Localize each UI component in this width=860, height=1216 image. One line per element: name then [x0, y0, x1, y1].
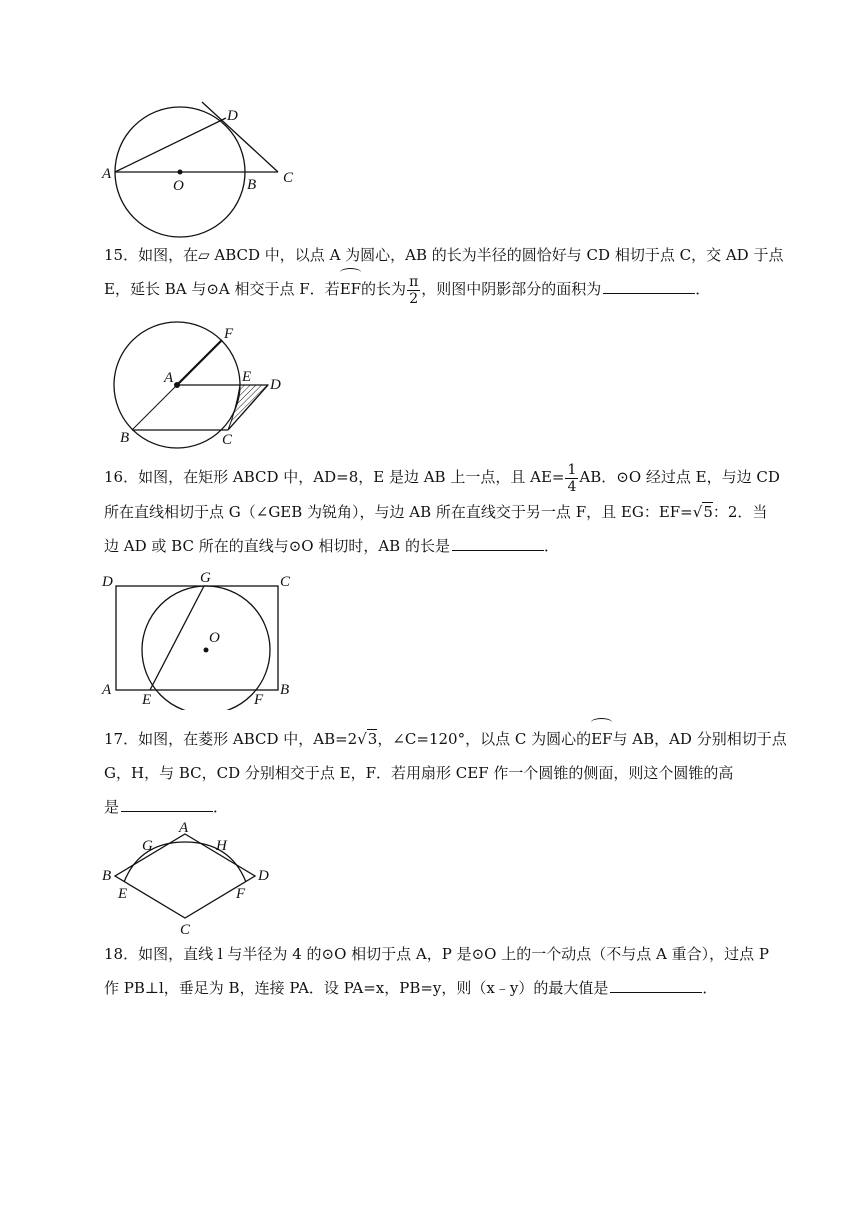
- chord-ad: [115, 118, 226, 172]
- center-dot: [178, 170, 183, 175]
- answer-blank: [610, 978, 702, 993]
- label-f: F: [236, 886, 246, 902]
- q15-text-b: 的长为: [361, 280, 407, 298]
- label-d: D: [270, 377, 281, 393]
- label-g: G: [142, 838, 153, 854]
- q16-line3: [104, 529, 764, 563]
- question-16: [104, 460, 780, 563]
- segment-eg: [150, 586, 204, 690]
- figure-circle-tangent-dc: [100, 100, 300, 240]
- label-e: E: [142, 692, 152, 708]
- answer-blank: [121, 797, 213, 812]
- label-b: B: [102, 868, 112, 884]
- fraction-pi-over-2: [407, 274, 420, 307]
- label-d: D: [102, 574, 113, 590]
- q17-line3: [104, 790, 764, 824]
- label-d: D: [227, 108, 238, 124]
- label-a: A: [164, 370, 174, 386]
- q16-text-e: 边 AD 或 BC 所在的直线与⊙O 相切时，AB 的长是: [104, 536, 450, 555]
- q16-text-d: ：2．当: [712, 502, 768, 521]
- tangent-dc: [202, 102, 278, 172]
- figure-rectangle-circle: [100, 570, 295, 710]
- q17-line1: 17．如图，在菱形 ABCD 中，AB=2√3，∠C=120°，以点 C 为圆心的EF与 AB，AD 分别相切于点: [104, 722, 764, 756]
- q17-text-a: 17．如图，在菱形 ABCD 中，AB=2: [104, 730, 358, 748]
- question-17: [104, 722, 787, 824]
- question-18: [104, 937, 769, 1005]
- q15-line1: 15．如图，在▱ ABCD 中，以点 A 为圆心，AB 的长为半径的圆恰好与 CD 相切于点 C，交 AD 于点: [104, 246, 784, 264]
- label-c: C: [222, 432, 233, 448]
- sqrt-3: 3: [367, 730, 378, 748]
- label-b: B: [120, 430, 130, 446]
- q17-end: ．: [213, 798, 229, 816]
- q18-line2: [104, 971, 764, 1005]
- label-a: A: [102, 166, 112, 182]
- fraction-one-quarter: [565, 462, 578, 495]
- rhombus-abcd: [115, 834, 255, 918]
- q17-text-c: 与 AB，AD 分别相切于点: [612, 730, 787, 748]
- arc-ef-label: EF: [591, 722, 612, 756]
- label-c: C: [283, 170, 294, 186]
- sqrt-5: 5: [703, 502, 713, 521]
- label-d: D: [258, 868, 269, 884]
- label-f: F: [254, 692, 264, 708]
- answer-blank: [452, 536, 544, 551]
- q15-text-c: ，则图中阴影部分的面积为: [421, 280, 602, 298]
- q15-text-a: E，延长 BA 与⊙A 相交于点 F．若: [104, 280, 340, 298]
- q15-end: ．: [695, 280, 711, 298]
- q16-text-b: AB．⊙O 经过点 E，与边 CD: [579, 468, 780, 486]
- q17-line2: G，H，与 BC，CD 分别相交于点 E，F．若用扇形 CEF 作一个圆锥的侧面，则这个圆锥的高: [104, 764, 734, 782]
- figure-rhombus-sector: [100, 820, 280, 938]
- label-a: A: [179, 820, 189, 836]
- rectangle-abcd: [116, 586, 278, 690]
- center-dot: [204, 648, 209, 653]
- label-e: E: [118, 886, 128, 902]
- label-a: A: [102, 682, 112, 698]
- answer-blank: [603, 279, 695, 294]
- frac-numerator: π: [409, 273, 419, 290]
- segment-ba: [132, 385, 177, 430]
- q16-end: ．: [543, 536, 559, 555]
- label-h: H: [216, 838, 227, 854]
- label-e: E: [242, 369, 252, 385]
- q16-line1: [104, 460, 780, 495]
- segment-af: [177, 340, 222, 385]
- frac-denominator: 2: [409, 290, 419, 307]
- label-c: C: [280, 574, 291, 590]
- label-o: O: [173, 178, 184, 194]
- figure-parallelogram-circle: [100, 320, 290, 450]
- q17-text-d: 是: [104, 798, 120, 816]
- center-dot: [174, 382, 180, 388]
- q18-text-a: 作 PB⊥l，垂足为 B，连接 PA．设 PA=x，PB=y，则（x﹣y）的最大值是: [104, 979, 609, 997]
- label-c: C: [180, 922, 191, 938]
- label-f: F: [224, 326, 234, 342]
- label-g: G: [200, 570, 211, 586]
- frac-denominator: 4: [567, 478, 577, 495]
- q16-line2: 所在直线相切于点 G（∠GEB 为锐角），与边 AB 所在直线交于另一点 F，且 EG：EF=√5：2．当: [104, 502, 768, 521]
- q15-line2: [104, 272, 764, 307]
- frac-numerator: 1: [567, 461, 577, 478]
- question-15: [104, 238, 784, 307]
- arc-ef-label: EF: [340, 272, 361, 306]
- q16-text-c: 所在直线相切于点 G（∠GEB 为锐角），与边 AB 所在直线交于另一点 F，且 EG：EF=: [104, 502, 693, 521]
- q18-line1: 18．如图，直线 l 与半径为 4 的⊙O 相切于点 A，P 是⊙O 上的一个动点（不与点 A 重合），过点 P: [104, 945, 769, 963]
- q18-end: ．: [702, 979, 718, 997]
- q16-text-a: 16．如图，在矩形 ABCD 中，AD=8，E 是边 AB 上一点，且 AE=: [104, 468, 565, 486]
- label-b: B: [280, 682, 290, 698]
- label-o: O: [209, 630, 220, 646]
- label-b: B: [247, 177, 257, 193]
- q17-text-b: ，∠C=120°，以点 C 为圆心的: [377, 730, 592, 748]
